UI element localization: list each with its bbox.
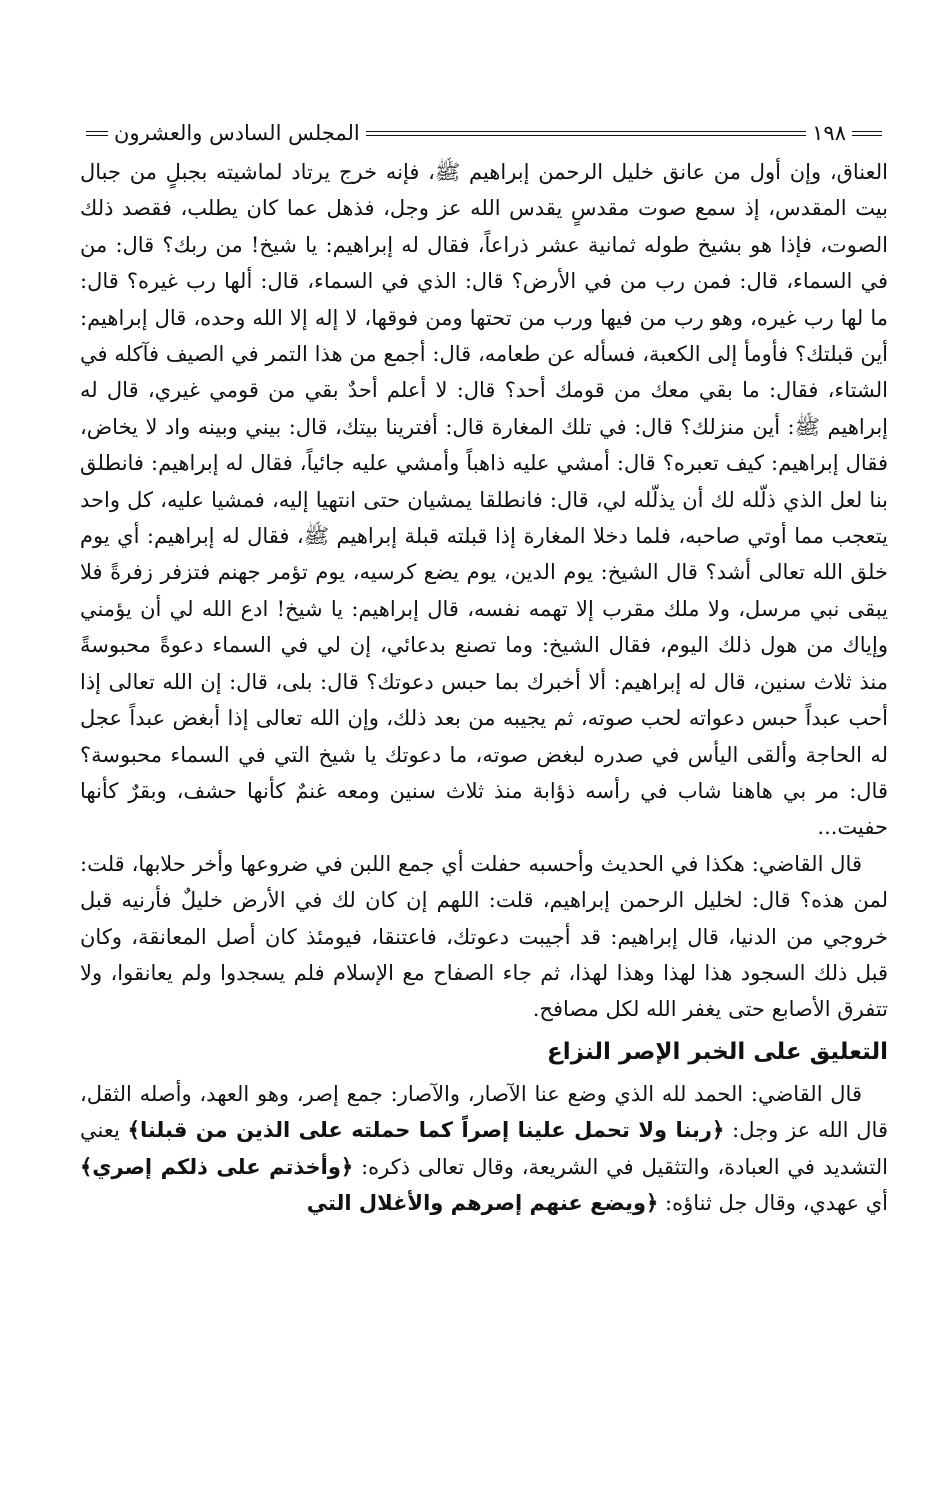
chapter-title: المجلس السادس والعشرون xyxy=(114,121,360,145)
quran-verse-2: ﴿وأخذتم على ذلكم إصري﴾ xyxy=(80,1154,354,1179)
paragraph-commentary: قال القاضي: هكذا في الحديث وأحسبه حفلت أي جمع اللبن في ضروعها وأخر حلابها، قلت: لمن هذه؟ قال: لخليل الرحمن إبراهيم، قلت: اللهم إن كان لك في الأرض خليلٌ فأرنيه قبل خروجي من الدنيا، قال إبراهيم: قد أجيبت دعوتك، فاعتنقا، فيومئذ كان أصل المعانقة، وكان قبل ذلك السجود هذا لهذا وهذا لهذا، ثم جاء الصفاح مع الإسلام فلم يسجدوا ولم يعانقوا، ولا تتفرق الأصابع حتى يغفر الله لكل مصافح. xyxy=(80,851,888,1022)
paragraph-explanation xyxy=(80,1076,888,1222)
text-segment: يعني التشديد في العبادة، والتثقيل في الشريعة، وقال تعالى ذكره: xyxy=(80,1118,888,1179)
text-segment: قال القاضي: الحمد لله الذي وضع عنا الآصار، والآصار: جمع إصر، وهو العهد، وأصله الثقل، قال الله عز وجل: xyxy=(80,1081,888,1143)
quran-verse-1: ﴿ربنا ولا تحمل علينا إصراً كما حملته على الذين من قبلنا﴾ xyxy=(127,1118,725,1143)
header-rule-middle xyxy=(366,131,806,136)
page-number: ١٩٨ xyxy=(812,121,846,145)
header-rule-right xyxy=(852,131,882,136)
body-text xyxy=(80,154,888,1221)
running-header xyxy=(80,118,888,148)
text-segment: أي عهدي، وقال جل ثناؤه: xyxy=(658,1190,888,1215)
quran-verse-3: ﴿ويضع عنهم إصرهم والأغلال التي xyxy=(306,1190,659,1215)
section-heading: التعليق على الخبر الإصر النزاع xyxy=(547,1038,888,1065)
book-page xyxy=(80,118,888,1221)
header-rule-left xyxy=(86,131,108,136)
paragraph-hadith: العناق، وإن أول من عانق خليل الرحمن إبراهيم ﷺ، فإنه خرج يرتاد لماشيته بجبلٍ من جبال بيت المقدس، إذ سمع صوت مقدسٍ يقدس الله عز وجل، فذهل عما كان يطلب، فقصد ذلك الصوت، فإذا هو بشيخ طوله ثمانية عشر ذراعاً، فقال له إبراهيم: يا شيخ! من ربك؟ قال: من في السماء، قال: فمن رب من في الأرض؟ قال: الذي في السماء، قال: ألها رب غيره؟ قال: ما لها رب غيره، وهو رب من فيها ورب من تحتها ومن فوقها، لا إله إلا الله وحده، قال إبراهيم: أين قبلتك؟ فأومأ إلى الكعبة، فسأله عن طعامه، قال: أجمع من هذا التمر في الصيف فآكله في الشتاء، فقال: ما بقي معك من قومك أحد؟ قال: لا أعلم أحدٌ بقي من قومي غيري، قال له إبراهيم ﷺ: أين منزلك؟ قال: في تلك المغارة قال: أفترينا بيتك، قال: بيني وبينه واد لا يخاض، فقال إبراهيم: كيف تعبره؟ قال: أمشي عليه ذاهباً وأمشي عليه جائياً، فقال له إبراهيم: فانطلق بنا لعل الذي ذلّله لك أن يذلّله لي، قال: فانطلقا يمشيان حتى انتهيا إليه، فمشيا عليه، كل واحد يتعجب مما أوتي صاحبه، فلما دخلا المغارة إذا قبلته قبلة إبراهيم ﷺ، فقال له إبراهيم: أي يوم خلق الله تعالى أشد؟ قال الشيخ: يوم الدين، يوم يضع كرسيه، يوم تؤمر جهنم فتزفر زفرةً فلا يبقى نبي مرسل، ولا ملك مقرب إلا تهمه نفسه، قال إبراهيم: يا شيخ! ادع الله لي أن يؤمني وإياك من هول ذلك اليوم، فقال الشيخ: وما تصنع بدعائي، إن لي في السماء دعوةً محبوسةً منذ ثلاث سنين، قال له إبراهيم: ألا أخبرك بما حبس دعوتك؟ قال: بلى، قال: إن الله تعالى إذا أحب عبداً حبس دعواته لحب صوته، ثم يجيبه من بعد ذلك، وإن الله تعالى إذا أبغض عبداً عجل له الحاجة وألقى اليأس في صدره لبغض صوته، ما دعوتك يا شيخ التي في السماء محبوسة؟ قال: مر بي هاهنا شاب في رأسه ذؤابة منذ ثلاث سنين ومعه غنمٌ كأنها حشف، وبقرٌ كأنها حفيت... xyxy=(80,160,888,840)
